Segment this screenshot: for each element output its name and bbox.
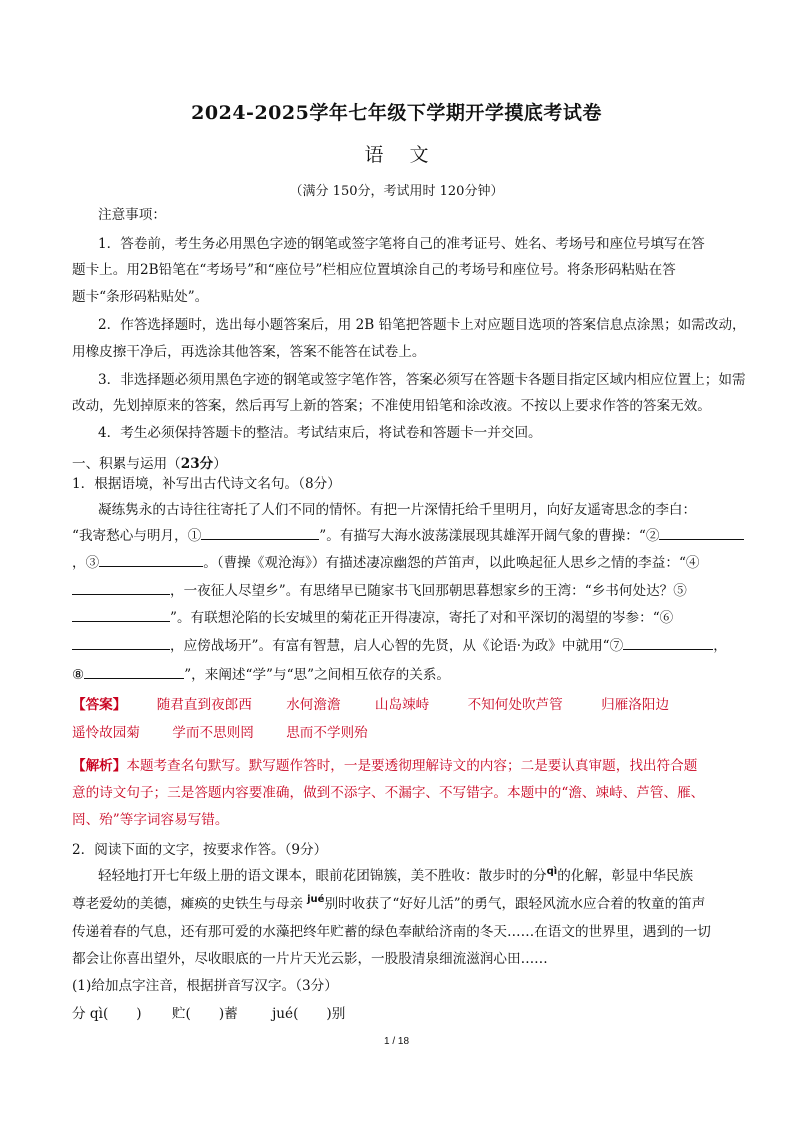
analysis-line: 意的诗文句子；三是答题内容要准确，做到不添字、不漏字、不写错字。本题中的“澹、竦峙、芦管、雁、 [72, 785, 705, 801]
answer-blank-5[interactable] [72, 607, 170, 622]
notice-line: 题卡“条形码粘贴处”。 [72, 289, 209, 305]
q1-text: “我寄愁心与明月，① ”。有描写大海水波荡漾展现其雄浑开阔气象的曹操：“② [72, 522, 744, 551]
q1-text: ，应傍战场开”。有富有智慧，启人心智的先贤，从《论语·为政》中就用“⑦ ， [72, 632, 727, 661]
q2-text: 轻轻地打开七年级上册的语文课本，眼前花团锦簇，美不胜收：散步时的分$^{qì}$的化解，彰显中华民族 [98, 866, 694, 884]
section-heading: 一、积累与运用（23分） [72, 456, 227, 472]
q2-text: 都会让你喜出望外，尽收眼底的一片片天光云影，一股股清泉细流滋润心田…… [72, 951, 548, 967]
q1-text: ，③ 。（曹操《观沧海》）有描述凄凉幽怨的芦笛声，以此唤起征人思乡之情的李益：“④ [72, 549, 700, 578]
answer-blank-1[interactable] [201, 525, 319, 540]
notice-line: 改动，先划掉原来的答案，然后再写上新的答案；不准使用铅笔和涂改液。不按以上要求作答的答案无效。 [72, 398, 711, 414]
answer-blank-7[interactable] [623, 635, 713, 650]
fill-row: 分 qì( ) 贮( )蓄 jué( )别 [72, 1006, 346, 1022]
answer-blank-2[interactable] [659, 525, 744, 540]
analysis-line: 罔、殆”等字词容易写错。 [72, 812, 229, 828]
q1-text: ”。有联想沦陷的长安城里的菊花正开得凄凉，寄托了对和平深切的渴望的岑参：“⑥ [72, 604, 673, 633]
score-info: （满分 150分，考试用时 120分钟） [289, 184, 504, 199]
notice-line: 用橡皮擦干净后，再选涂其他答案，答案不能答在试卷上。 [72, 344, 426, 360]
question-2-stem: 2．阅读下面的文字，按要求作答。（9分） [72, 842, 328, 858]
answer-blank-3[interactable] [99, 552, 203, 567]
notice-line: 2．作答选择题时，选出每小题答案后，用 2B 铅笔把答题卡上对应题目选项的答案信息点涂黑；如需改动， [98, 317, 746, 333]
sub-question-1: (1)给加点字注音，根据拼音写汉字。（3分） [72, 978, 338, 994]
notice-line: 题卡上。用2B铅笔在“考场号”和“座位号”栏相应位置填涂自己的考场号和座位号。将条形码粘贴在答 [72, 262, 676, 278]
notice-line: 3．非选择题必须用黑色字迹的钢笔或签字笔作答，答案必须写在答题卡各题目指定区域内相应位置上；如需 [98, 372, 746, 388]
exam-title: 2024-2025学年七年级下学期开学摸底考试卷 [191, 102, 602, 124]
notice-line: 4．考生必须保持答题卡的整洁。考试结束后，将试卷和答题卡一并交回。 [98, 425, 542, 441]
question-1-stem: 1．根据语境，补写出古代诗文名句。（8分） [72, 476, 341, 492]
q2-text: 传递着春的气息，还有那可爱的水藻把终年贮蓄的绿色奉献给济南的冬天……在语文的世界里，遇到的一切 [72, 924, 711, 940]
subject-title: 语文 [364, 144, 455, 166]
q1-text: ⑧ ”，来阐述“学”与“思”之间相互依存的关系。 [72, 661, 450, 690]
analysis-line: 【解析】本题考查名句默写。默写题作答时，一是要透彻理解诗文的内容；二是要认真审题，找出符合题 [72, 758, 698, 774]
answer-blank-8[interactable] [84, 664, 184, 679]
answer-blank-6[interactable] [72, 635, 170, 650]
answer-row: 【答案】 随君直到夜郎西 水何澹澹 山岛竦峙 不知何处吹芦管 归雁洛阳边 [72, 697, 670, 713]
page-number: 1 / 18 [383, 1036, 410, 1047]
notice-heading: 注意事项： [98, 207, 166, 223]
answer-row: 遥怜故园菊 学而不思则罔 思而不学则殆 [72, 725, 368, 741]
notice-line: 1．答卷前，考生务必用黑色字迹的钢笔或签字笔将自己的准考证号、姓名、考场号和座位号填写在答 [98, 236, 705, 252]
q2-text: 尊老爱幼的美德，瘫痪的史铁生与母亲 $^{jué}$别时收获了“好好儿活”的勇气，跟轻风流水应合着的牧童的笛声 [72, 894, 706, 912]
q1-text: 凝练隽永的古诗往往寄托了人们不同的情怀。有把一片深情托给千里明月，向好友遥寄思念的李白： [98, 502, 697, 518]
q1-text: ，一夜征人尽望乡”。有思绪早已随家书飞回那朝思暮想家乡的王湾：“乡书何处达？⑤ [72, 577, 687, 606]
answer-blank-4[interactable] [72, 580, 170, 595]
